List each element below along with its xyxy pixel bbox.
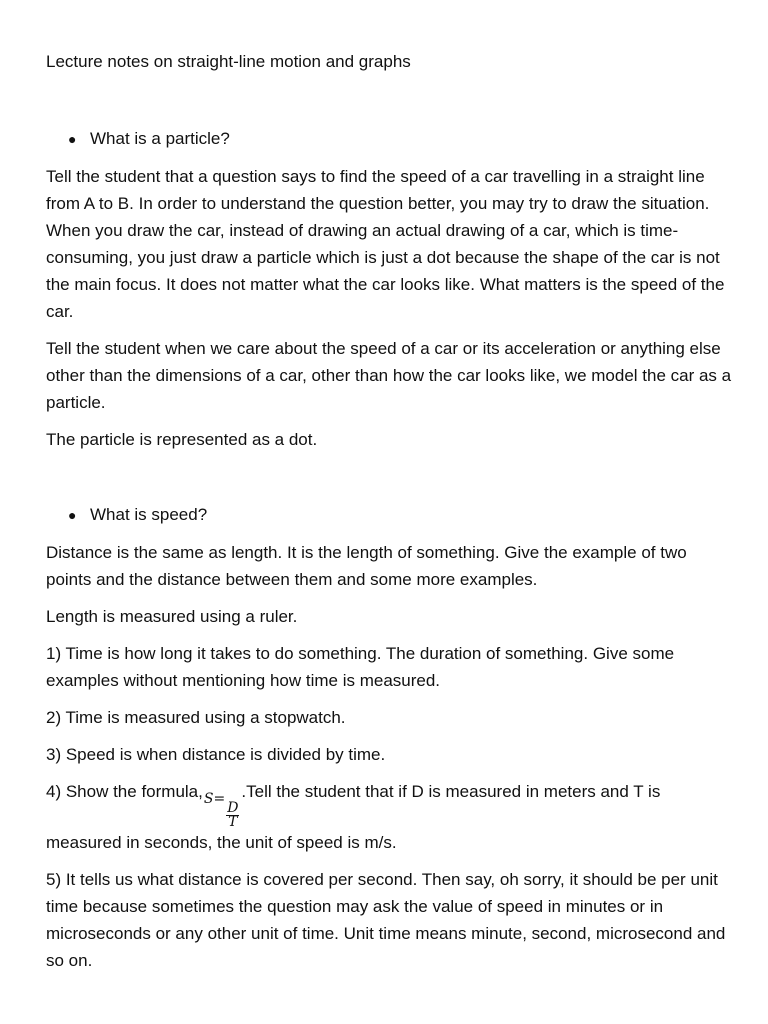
paragraph: 5) It tells us what distance is covered per second. Then say, oh sorry, it should be per unit time because sometimes the question may ask the value of speed in minutes or in microseconds or any other unit of time. Unit time means minute, second, microsecond and so on. (46, 870, 726, 970)
paragraph: Tell the student when we care about the speed of a car or its acceleration or anything else other than the dimensions of a car, other than how the car looks like, we model the car as a particle. (46, 339, 732, 412)
bullet-item-speed (46, 501, 736, 529)
formula-lhs: S= (203, 791, 226, 807)
bullet-dot-icon: ● (68, 507, 77, 523)
bullet-text: What is speed? (90, 505, 208, 524)
formula-numerator: D (227, 800, 239, 816)
bullet-text: What is a particle? (90, 129, 230, 148)
bullet-dot-icon: ● (68, 131, 77, 147)
formula-prefix: 4) Show the formula, (46, 782, 203, 801)
paragraph: Distance is the same as length. It is the length of something. Give the example of two points and the distance between them and some more examples. (46, 543, 687, 589)
document-page (46, 48, 736, 984)
formula-denominator: T (228, 814, 238, 830)
formula-fraction (226, 802, 239, 829)
paragraph: Length is measured using a ruler. (46, 607, 298, 626)
paragraph: Tell the student that a question says to find the speed of a car travelling in a straight line from A to B. In order to understand the question better, you may try to draw the situation. When you draw the car, instead of drawing an actual drawing of a car, which is time-consuming, you just draw a particle which is just a dot because the shape of the car is not the main focus. It does not matter what the car looks like. What matters is the speed of the car. (46, 167, 725, 321)
formula-paragraph (46, 778, 736, 856)
section-spacer (46, 463, 736, 501)
speed-formula (204, 786, 241, 829)
paragraph: 3) Speed is when distance is divided by time. (46, 745, 386, 764)
paragraph: 2) Time is measured using a stopwatch. (46, 708, 346, 727)
formula-suffix: .Tell the student that if D is measured in meters and T is measured in seconds, the unit of speed is m/s. (46, 782, 661, 852)
bullet-item-particle (46, 125, 736, 153)
document-title: Lecture notes on straight-line motion and graphs (46, 52, 411, 71)
paragraph: 1) Time is how long it takes to do something. The duration of something. Give some examples without mentioning how time is measured. (46, 644, 675, 690)
paragraph: The particle is represented as a dot. (46, 430, 318, 449)
